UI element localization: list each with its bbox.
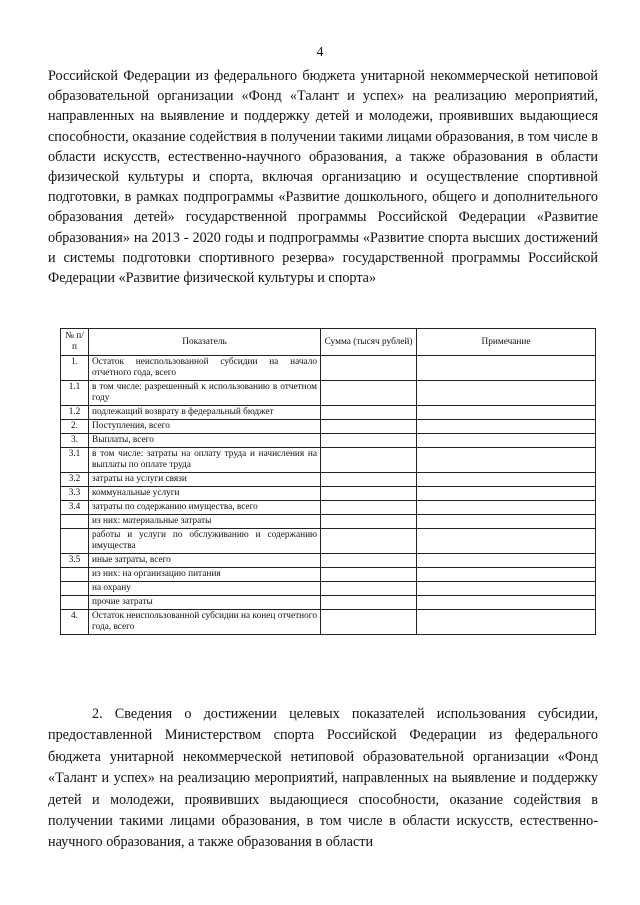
header-note: Примечание: [417, 329, 596, 356]
row-number: 3.2: [61, 473, 89, 487]
row-note-cell: [417, 473, 596, 487]
header-indicator: Показатель: [89, 329, 321, 356]
row-number: 2.: [61, 420, 89, 434]
subsidy-report-table: [60, 328, 596, 635]
row-number: 1.2: [61, 406, 89, 420]
table-row: [61, 515, 596, 529]
row-number: 3.1: [61, 448, 89, 473]
row-note-cell: [417, 434, 596, 448]
row-number: 1.: [61, 356, 89, 381]
row-note-cell: [417, 610, 596, 635]
table-row: [61, 487, 596, 501]
row-number: 3.: [61, 434, 89, 448]
row-amount-cell: [321, 487, 417, 501]
row-note-cell: [417, 448, 596, 473]
row-amount-cell: [321, 356, 417, 381]
row-note-cell: [417, 487, 596, 501]
row-indicator: затраты по содержанию имущества, всего: [89, 501, 321, 515]
row-indicator: затраты на услуги связи: [89, 473, 321, 487]
row-amount-cell: [321, 501, 417, 515]
row-amount-cell: [321, 420, 417, 434]
row-indicator: в том числе: затраты на оплату труда и начисления на выплаты по оплате труда: [89, 448, 321, 473]
header-amount: Сумма (тысяч рублей): [321, 329, 417, 356]
table-row: [61, 568, 596, 582]
row-note-cell: [417, 515, 596, 529]
row-note-cell: [417, 381, 596, 406]
row-indicator: работы и услуги по обслуживанию и содержанию имущества: [89, 529, 321, 554]
row-indicator: коммунальные услуги: [89, 487, 321, 501]
row-number: 1.1: [61, 381, 89, 406]
row-number: 3.3: [61, 487, 89, 501]
row-indicator: на охрану: [89, 582, 321, 596]
table-header-row: [61, 329, 596, 356]
table-row: [61, 434, 596, 448]
row-indicator: в том числе: разрешенный к использованию в отчетном году: [89, 381, 321, 406]
row-amount-cell: [321, 610, 417, 635]
table-row: [61, 356, 596, 381]
table-row: [61, 473, 596, 487]
row-note-cell: [417, 568, 596, 582]
table-row: [61, 610, 596, 635]
row-indicator: иные затраты, всего: [89, 554, 321, 568]
row-number: [61, 582, 89, 596]
row-number: [61, 515, 89, 529]
row-indicator: из них: на организацию питания: [89, 568, 321, 582]
header-number: № п/п: [61, 329, 89, 356]
row-indicator: подлежащий возврату в федеральный бюджет: [89, 406, 321, 420]
row-amount-cell: [321, 529, 417, 554]
table-row: [61, 554, 596, 568]
row-note-cell: [417, 420, 596, 434]
row-note-cell: [417, 596, 596, 610]
row-amount-cell: [321, 596, 417, 610]
table-row: [61, 448, 596, 473]
row-indicator: Остаток неиспользованной субсидии на начало отчетного года, всего: [89, 356, 321, 381]
row-indicator: Выплаты, всего: [89, 434, 321, 448]
row-indicator: прочие затраты: [89, 596, 321, 610]
row-amount-cell: [321, 434, 417, 448]
row-number: 4.: [61, 610, 89, 635]
row-amount-cell: [321, 568, 417, 582]
row-note-cell: [417, 356, 596, 381]
row-amount-cell: [321, 473, 417, 487]
row-amount-cell: [321, 582, 417, 596]
intro-paragraph: Российской Федерации из федерального бюджета унитарной некоммерческой нетиповой образовательной организации «Фонд «Талант и успех» на реализацию мероприятий, направленных на выявление и поддержку детей и молодежи, проявивших выдающиеся способности, оказание содействия в получении такими лицами образования, в том числе в области искусств, естественно-научного образования, а также образования в области физической культуры и спорта, включая организацию и осуществление спортивной подготовки, в рамках подпрограммы «Развитие дошкольного, общего и дополнительного образования детей» государственной программы Российской Федерации «Развитие образования» на 2013 - 2020 годы и подпрограммы «Развитие спорта высших достижений и системы подготовки спортивного резерва» государственной программы Российской Федерации «Развитие физической культуры и спорта»: [48, 68, 598, 287]
row-note-cell: [417, 501, 596, 515]
table-row: [61, 420, 596, 434]
row-amount-cell: [321, 406, 417, 420]
table-row: [61, 596, 596, 610]
table-row: [61, 529, 596, 554]
section-2-paragraph: 2. Сведения о достижении целевых показателей использования субсидии, предоставленной Министерством спорта Российской Федерации из федерального бюджета унитарной некоммерческой нетиповой образовательной организации «Фонд «Талант и успех» на реализацию мероприятий, направленных на выявление и поддержку детей и молодежи, проявивших выдающиеся способности, оказание содействия в получении такими лицами образования, в том числе в области искусств, естественно-научного образования, а также образования в области: [48, 706, 598, 851]
table-row: [61, 501, 596, 515]
row-note-cell: [417, 554, 596, 568]
row-indicator: Поступления, всего: [89, 420, 321, 434]
row-number: 3.5: [61, 554, 89, 568]
row-amount-cell: [321, 554, 417, 568]
row-note-cell: [417, 529, 596, 554]
row-amount-cell: [321, 381, 417, 406]
row-number: 3.4: [61, 501, 89, 515]
row-number: [61, 568, 89, 582]
table-body: [61, 356, 596, 635]
row-note-cell: [417, 582, 596, 596]
table-row: [61, 381, 596, 406]
row-amount-cell: [321, 515, 417, 529]
page-number: 4: [316, 45, 324, 60]
table-row: [61, 406, 596, 420]
row-indicator: из них: материальные затраты: [89, 515, 321, 529]
row-indicator: Остаток неиспользованной субсидии на конец отчетного года, всего: [89, 610, 321, 635]
row-amount-cell: [321, 448, 417, 473]
row-note-cell: [417, 406, 596, 420]
table-row: [61, 582, 596, 596]
row-number: [61, 529, 89, 554]
row-number: [61, 596, 89, 610]
